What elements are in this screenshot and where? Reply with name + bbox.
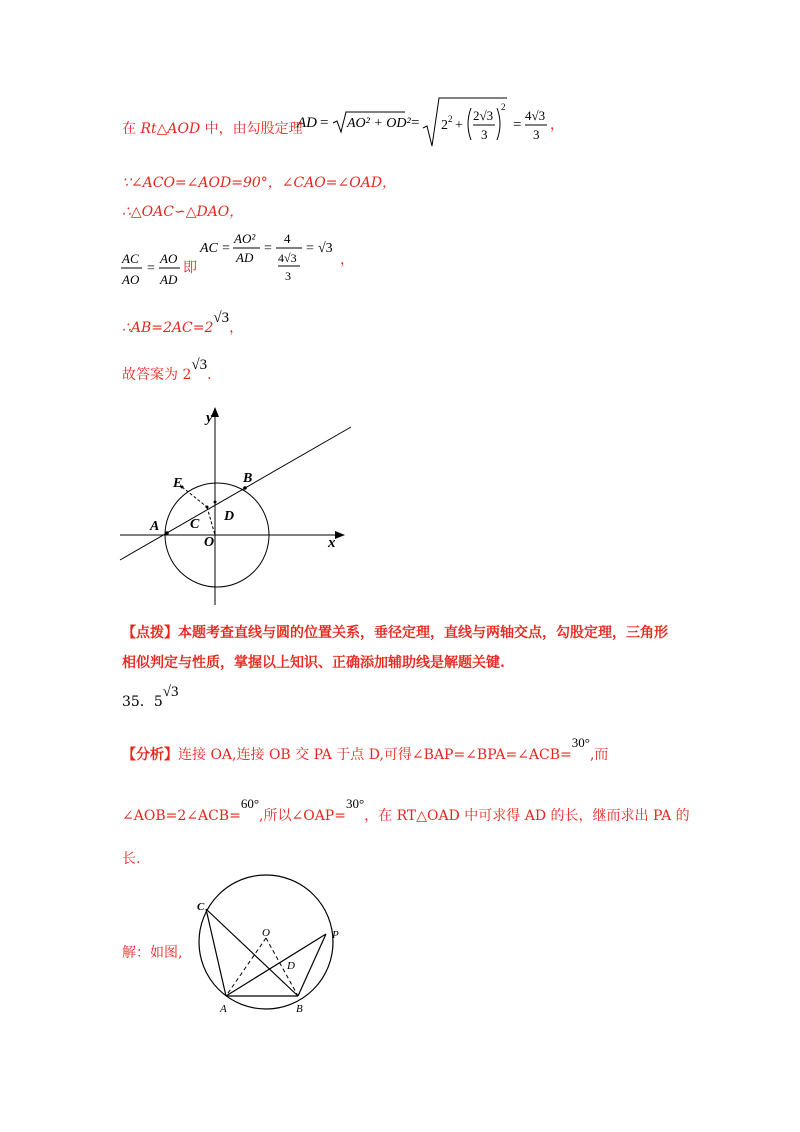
label-y: y xyxy=(206,410,213,426)
svg-text:=: = xyxy=(306,241,314,256)
comment-line-1 xyxy=(122,622,668,642)
line-angles: ∵∠ACO=∠AOD=90°，∠CAO=∠OAD， xyxy=(122,175,397,191)
comment-text-1: 本题考查直线与圆的位置关系，垂径定理，直线与两轴交点，勾股定理，三角形 xyxy=(178,625,668,641)
f2-num: AO xyxy=(160,251,178,266)
line6-text: 故答案为 2 xyxy=(122,367,192,383)
ac-var: AC xyxy=(200,241,218,256)
analysis-text-2c: ，在 RT△OAD 中可求得 AD 的长，继而求出 PA 的 xyxy=(364,808,690,824)
svg-text:=: = xyxy=(411,115,420,131)
figure-coordinate-circle xyxy=(115,405,355,610)
fig2-label-c: C xyxy=(197,901,205,913)
line1-prefix-pre: 在 xyxy=(122,121,141,137)
fig2-label-o: O xyxy=(262,927,270,939)
line-answer xyxy=(122,357,212,384)
f3-num: AO² xyxy=(234,231,256,246)
line6-trail: . xyxy=(207,367,212,383)
line-similar: ∴△OAC∽△DAO， xyxy=(122,204,244,220)
analysis-tail-1: ,而 xyxy=(589,747,609,763)
f4-num: 4 xyxy=(284,231,291,246)
svg-text:=: = xyxy=(147,261,155,276)
label-x: x xyxy=(328,535,336,551)
analysis-text-2a: ∠AOB=2∠ACB= xyxy=(122,808,241,824)
sq-2: 2 xyxy=(448,114,453,124)
result-den: 3 xyxy=(533,127,540,142)
line-ab xyxy=(122,310,244,337)
analysis-deg-3: 30° xyxy=(345,796,365,811)
line1-trail: ， xyxy=(550,118,564,133)
line5-trail: ， xyxy=(229,320,244,336)
label-e: E xyxy=(173,476,183,491)
f2-den: AD xyxy=(160,272,178,287)
svg-text:=: = xyxy=(264,241,272,256)
segment-co xyxy=(207,507,215,535)
line6-root: √3 xyxy=(191,357,208,373)
fig2-label-p: P xyxy=(332,929,339,941)
fig2-label-d: D xyxy=(287,960,295,972)
line4-trail: ， xyxy=(340,253,354,268)
proportion-formula xyxy=(118,228,368,292)
pythagoras-formula xyxy=(295,94,565,150)
figure-inscribed-circle xyxy=(188,872,348,1020)
comment-line-2: 相似判定与性质，掌握以上知识、正确添加辅助线是解题关键. xyxy=(122,655,505,671)
eq-ad: AD xyxy=(297,115,317,131)
f1-den: AO xyxy=(122,272,140,287)
ac-result: √3 xyxy=(318,241,333,256)
line-ab-graph xyxy=(120,427,351,560)
frac-den: 3 xyxy=(481,127,488,142)
q35-num: 35．5 xyxy=(122,694,163,710)
analysis-line-1 xyxy=(122,735,609,764)
label-o: O xyxy=(204,535,215,550)
analysis-line-3: 长. xyxy=(122,851,141,867)
f4-den-den: 3 xyxy=(285,269,291,283)
line-pythagoras xyxy=(122,118,303,138)
line5-root: √3 xyxy=(213,310,230,326)
analysis-text-1: 连接 OA,连接 OB 交 PA 于点 D,可得∠BAP=∠BPA=∠ACB= xyxy=(178,747,572,763)
eq-sqrt-content: AO² + OD² xyxy=(347,116,411,131)
svg-text:+: + xyxy=(455,118,463,133)
label-d: D xyxy=(224,509,235,524)
q35-root: √3 xyxy=(162,684,179,700)
sqrt-sign-2 xyxy=(423,98,507,146)
label-b: B xyxy=(243,471,253,486)
f4-den-num: 4√3 xyxy=(278,251,297,265)
f1-num: AC xyxy=(122,251,139,266)
fig2-label-a: A xyxy=(220,1003,227,1015)
analysis-tag: 【分析】 xyxy=(122,747,178,763)
analysis-deg-1: 30° xyxy=(571,735,590,750)
ji-text: 即 xyxy=(183,261,197,276)
analysis-deg-2: 60° xyxy=(240,796,260,811)
x-axis-arrow xyxy=(335,531,345,539)
question-35 xyxy=(122,684,179,711)
label-a: A xyxy=(150,519,160,534)
f3-den: AD xyxy=(236,250,254,265)
segment-ec xyxy=(182,487,207,507)
result-num: 4√3 xyxy=(525,108,546,123)
frac-num: 2√3 xyxy=(473,108,494,123)
line1-prefix-post: 中，由勾股定理 xyxy=(200,121,303,137)
svg-text:=: = xyxy=(320,115,329,131)
solution-label: 解：如图, xyxy=(122,945,183,961)
svg-text:=: = xyxy=(222,241,230,256)
analysis-line-2 xyxy=(122,796,690,825)
line5-text: ∴AB=2AC=2 xyxy=(122,320,214,336)
label-c: C xyxy=(190,517,200,532)
svg-text:2: 2 xyxy=(501,102,506,112)
svg-text:=: = xyxy=(513,117,522,133)
line1-prefix-var: Rt△AOD xyxy=(140,121,201,137)
fig2-label-b: B xyxy=(296,1003,303,1015)
comment-tag: 【点拨】 xyxy=(122,625,178,641)
analysis-text-2b: ,所以∠OAP= xyxy=(259,808,346,824)
svg-text:2: 2 xyxy=(441,118,448,133)
